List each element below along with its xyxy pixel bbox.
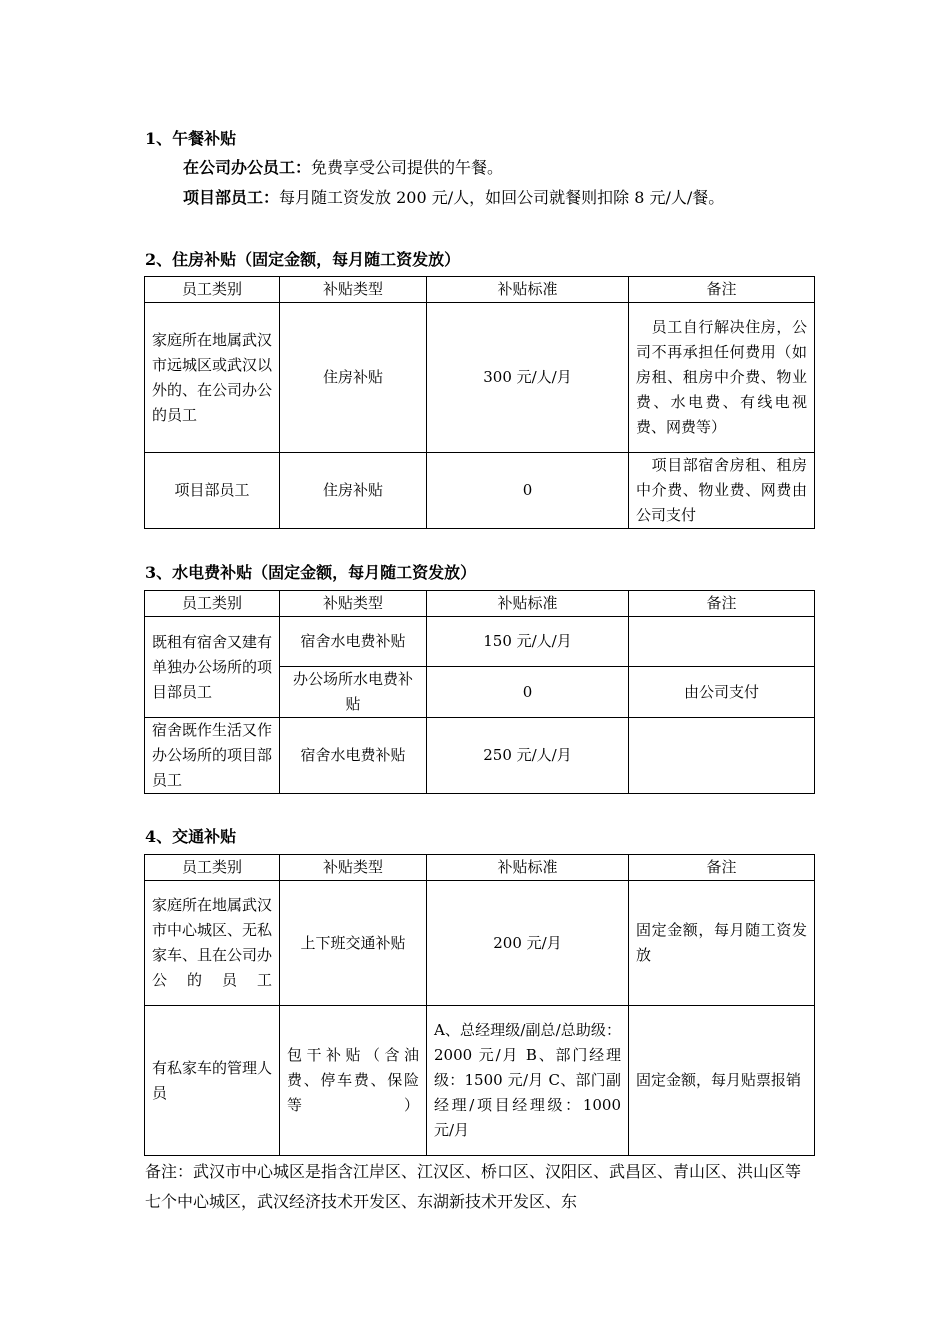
cell-note bbox=[629, 718, 815, 794]
table-row bbox=[145, 453, 815, 529]
utilities-subsidy-table bbox=[144, 590, 815, 794]
table-row bbox=[145, 718, 815, 794]
section-1-heading: 1、午餐补贴 bbox=[145, 129, 237, 148]
header-category: 员工类别 bbox=[145, 591, 280, 617]
cell-category: 项目部员工 bbox=[145, 453, 280, 529]
header-type: 补贴类型 bbox=[280, 591, 427, 617]
lunch-project-line bbox=[183, 188, 724, 208]
housing-subsidy-table bbox=[144, 276, 815, 529]
header-standard: 补贴标准 bbox=[427, 855, 629, 881]
section-4-heading: 4、交通补贴 bbox=[145, 827, 237, 846]
lunch-office-text: 免费享受公司提供的午餐。 bbox=[311, 158, 504, 177]
header-category: 员工类别 bbox=[145, 855, 280, 881]
table-header-row bbox=[145, 855, 815, 881]
table-row bbox=[145, 303, 815, 453]
cell-type: 包干补贴（含油费、停车费、保险等） bbox=[280, 1006, 427, 1156]
table-row bbox=[145, 1006, 815, 1156]
transport-subsidy-table bbox=[144, 854, 815, 1156]
cell-type: 宿舍水电费补贴 bbox=[280, 617, 427, 667]
cell-category: 既租有宿舍又建有单独办公场所的项目部员工 bbox=[145, 617, 280, 718]
cell-note: 项目部宿舍房租、租房中介费、物业费、网费由公司支付 bbox=[629, 453, 815, 529]
cell-type: 宿舍水电费补贴 bbox=[280, 718, 427, 794]
cell-standard: 200 元/月 bbox=[427, 881, 629, 1006]
table-header-row bbox=[145, 277, 815, 303]
cell-note: 员工自行解决住房，公司不再承担任何费用（如房租、租房中介费、物业费、水电费、有线电视费、网费等） bbox=[629, 303, 815, 453]
header-standard: 补贴标准 bbox=[427, 277, 629, 303]
table-row bbox=[145, 617, 815, 667]
cell-note bbox=[629, 617, 815, 667]
cell-standard: 0 bbox=[427, 667, 629, 718]
cell-category: 家庭所在地属武汉市中心城区、无私家车、且在公司办公的员工 bbox=[145, 881, 280, 1006]
cell-standard: A、总经理级/副总/总助级：2000 元/月 B、部门经理级：1500 元/月 C、部门副经理/项目经理级：1000 元/月 bbox=[427, 1006, 629, 1156]
cell-type: 住房补贴 bbox=[280, 303, 427, 453]
cell-category: 家庭所在地属武汉市远城区或武汉以外的、在公司办公的员工 bbox=[145, 303, 280, 453]
cell-type: 办公场所水电费补贴 bbox=[280, 667, 427, 718]
table-row bbox=[145, 881, 815, 1006]
header-type: 补贴类型 bbox=[280, 855, 427, 881]
header-note: 备注 bbox=[629, 277, 815, 303]
cell-note: 固定金额，每月贴票报销 bbox=[629, 1006, 815, 1156]
cell-category: 宿舍既作生活又作办公场所的项目部员工 bbox=[145, 718, 280, 794]
header-category: 员工类别 bbox=[145, 277, 280, 303]
lunch-project-text: 每月随工资发放 200 元/人，如回公司就餐则扣除 8 元/人/餐。 bbox=[279, 188, 725, 207]
header-note: 备注 bbox=[629, 591, 815, 617]
header-type: 补贴类型 bbox=[280, 277, 427, 303]
cell-type: 上下班交通补贴 bbox=[280, 881, 427, 1006]
section-2-heading: 2、住房补贴（固定金额，每月随工资发放） bbox=[145, 250, 461, 269]
section-3-heading: 3、水电费补贴（固定金额，每月随工资发放） bbox=[145, 563, 477, 582]
lunch-project-label: 项目部员工： bbox=[183, 188, 280, 207]
cell-standard: 0 bbox=[427, 453, 629, 529]
header-note: 备注 bbox=[629, 855, 815, 881]
cell-type: 住房补贴 bbox=[280, 453, 427, 529]
cell-standard: 150 元/人/月 bbox=[427, 617, 629, 667]
lunch-office-line bbox=[183, 158, 503, 178]
footnote: 备注：武汉市中心城区是指含江岸区、江汉区、桥口区、汉阳区、武昌区、青山区、洪山区等七个中心城区，武汉经济技术开发区、东湖新技术开发区、东 bbox=[145, 1162, 802, 1211]
header-standard: 补贴标准 bbox=[427, 591, 629, 617]
cell-note: 由公司支付 bbox=[629, 667, 815, 718]
lunch-office-label: 在公司办公员工： bbox=[183, 158, 312, 177]
cell-standard: 250 元/人/月 bbox=[427, 718, 629, 794]
table-header-row bbox=[145, 591, 815, 617]
cell-category: 有私家车的管理人员 bbox=[145, 1006, 280, 1156]
cell-note: 固定金额，每月随工资发放 bbox=[629, 881, 815, 1006]
cell-standard: 300 元/人/月 bbox=[427, 303, 629, 453]
